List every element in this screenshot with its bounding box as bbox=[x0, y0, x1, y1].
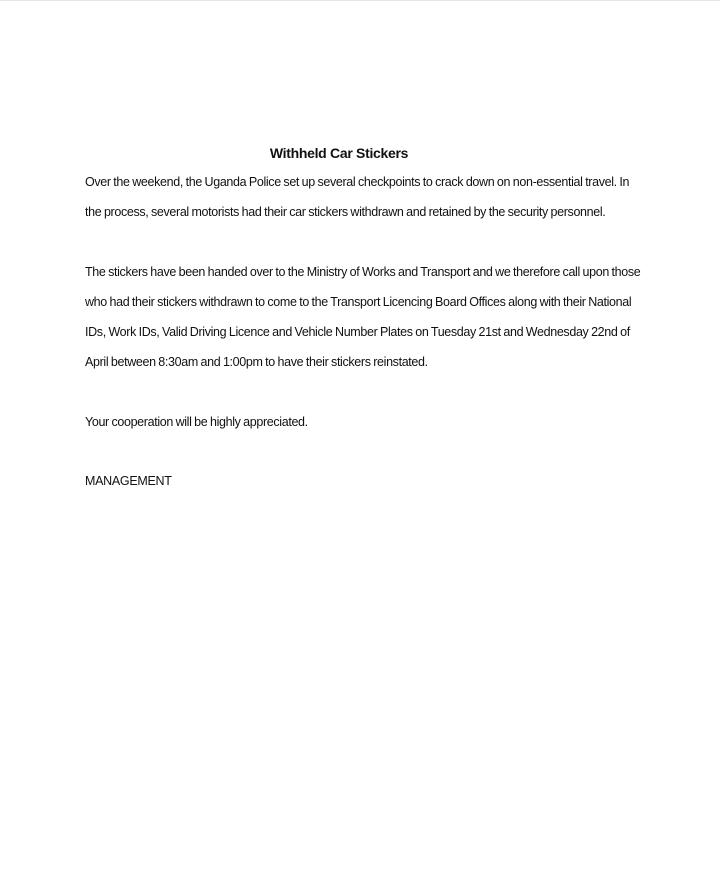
document-page bbox=[85, 144, 645, 496]
signoff: MANAGEMENT bbox=[85, 474, 172, 488]
paragraph-instructions: The stickers have been handed over to the Ministry of Works and Transport and we therefore call upon those who had their stickers withdrawn to come to the Transport Licencing Board Offices along with their National IDs, Work IDs, Valid Driving Licence and Vehicle Number Plates on Tuesday 21st and Wednesday 22nd of April between 8:30am and 1:00pm to have their stickers reinstated. bbox=[85, 265, 641, 369]
paragraph-appreciation: Your cooperation will be highly appreciated. bbox=[85, 415, 308, 429]
paragraph-checkpoints: Over the weekend, the Uganda Police set up several checkpoints to crack down on non-essential travel. In the process, several motorists had their car stickers withdrawn and retained by the security personnel. bbox=[85, 175, 630, 219]
page-top-border bbox=[0, 0, 720, 1]
document-title: Withheld Car Stickers bbox=[269, 145, 409, 161]
